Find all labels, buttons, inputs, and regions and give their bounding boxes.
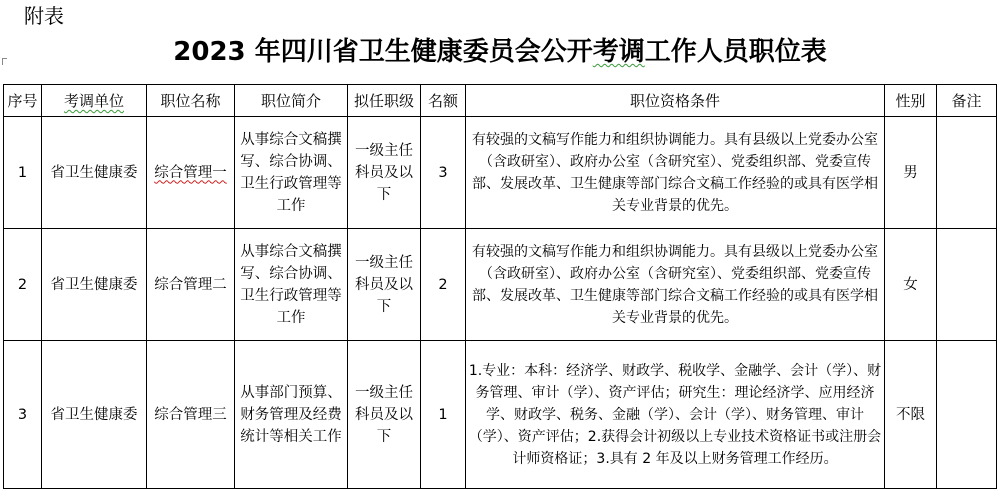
cell-rank: 一级主任科员及以下 (348, 229, 421, 341)
header-gender: 性别 (885, 85, 937, 117)
page-title (0, 34, 1000, 70)
title-wavy-word: 考调 (592, 37, 645, 67)
cell-gender: 不限 (885, 341, 937, 489)
cell-unit: 省卫生健康委 (42, 117, 147, 229)
cell-position: 综合管理一 (147, 117, 235, 229)
cell-position: 综合管理三 (147, 341, 235, 489)
cell-requirements: 1.专业：本科：经济学、财政学、税收学、金融学、会计（学）、财务管理、审计（学）、资产评估；研究生：理论经济学、应用经济学、财政学、税务、金融（学）、会计（学）、财务管理、审计（学）、资产评估；2.获得会计初级以上专业技术资格证书或注册会计师资格证；3.具有 2 年及以上财务管理工作经历。 (466, 341, 885, 489)
cell-count: 1 (421, 341, 466, 489)
cell-remark (937, 229, 997, 341)
cell-gender: 男 (885, 117, 937, 229)
cell-unit: 省卫生健康委 (42, 341, 147, 489)
cell-position: 综合管理二 (147, 229, 235, 341)
header-intro: 职位简介 (235, 85, 348, 117)
cell-requirements: 有较强的文稿写作能力和组织协调能力。具有县级以上党委办公室（含政研室）、政府办公室（含研究室）、党委组织部、党委宣传部、发展改革、卫生健康等部门综合文稿工作经验的或具有医学相关专业背景的优先。 (466, 117, 885, 229)
cell-remark (937, 117, 997, 229)
header-unit: 考调单位 (42, 85, 147, 117)
cell-intro: 从事综合文稿撰写、综合协调、卫生行政管理等工作 (235, 229, 348, 341)
header-position: 职位名称 (147, 85, 235, 117)
cell-index: 2 (4, 229, 42, 341)
cell-count: 3 (421, 117, 466, 229)
table-row (4, 229, 997, 341)
header-index: 序号 (4, 85, 42, 117)
table-row (4, 341, 997, 489)
header-remark: 备注 (937, 85, 997, 117)
corner-mark-icon (2, 58, 7, 65)
title-end: 工作人员职位表 (644, 37, 827, 67)
cell-gender: 女 (885, 229, 937, 341)
cell-rank: 一级主任科员及以下 (348, 117, 421, 229)
cell-intro: 从事部门预算、财务管理及经费统计等相关工作 (235, 341, 348, 489)
table-row (4, 117, 997, 229)
header-count: 名额 (421, 85, 466, 117)
table-header-row (4, 85, 997, 117)
cell-intro: 从事综合文稿撰写、综合协调、卫生行政管理等工作 (235, 117, 348, 229)
cell-requirements: 有较强的文稿写作能力和组织协调能力。具有县级以上党委办公室（含政研室）、政府办公室（含研究室）、党委组织部、党委宣传部、发展改革、卫生健康等部门综合文稿工作经验的或具有医学相关专业背景的优先。 (466, 229, 885, 341)
header-rank: 拟任职级 (348, 85, 421, 117)
cell-rank: 一级主任科员及以下 (348, 341, 421, 489)
position-table (3, 84, 997, 489)
appendix-label: 附表 (24, 4, 64, 28)
title-main: 年四川省卫生健康委员会公开 (245, 37, 593, 67)
cell-count: 2 (421, 229, 466, 341)
header-requirements: 职位资格条件 (466, 85, 885, 117)
cell-index: 1 (4, 117, 42, 229)
cell-unit: 省卫生健康委 (42, 229, 147, 341)
cell-index: 3 (4, 341, 42, 489)
title-year: 2023 (173, 37, 246, 67)
cell-remark (937, 341, 997, 489)
